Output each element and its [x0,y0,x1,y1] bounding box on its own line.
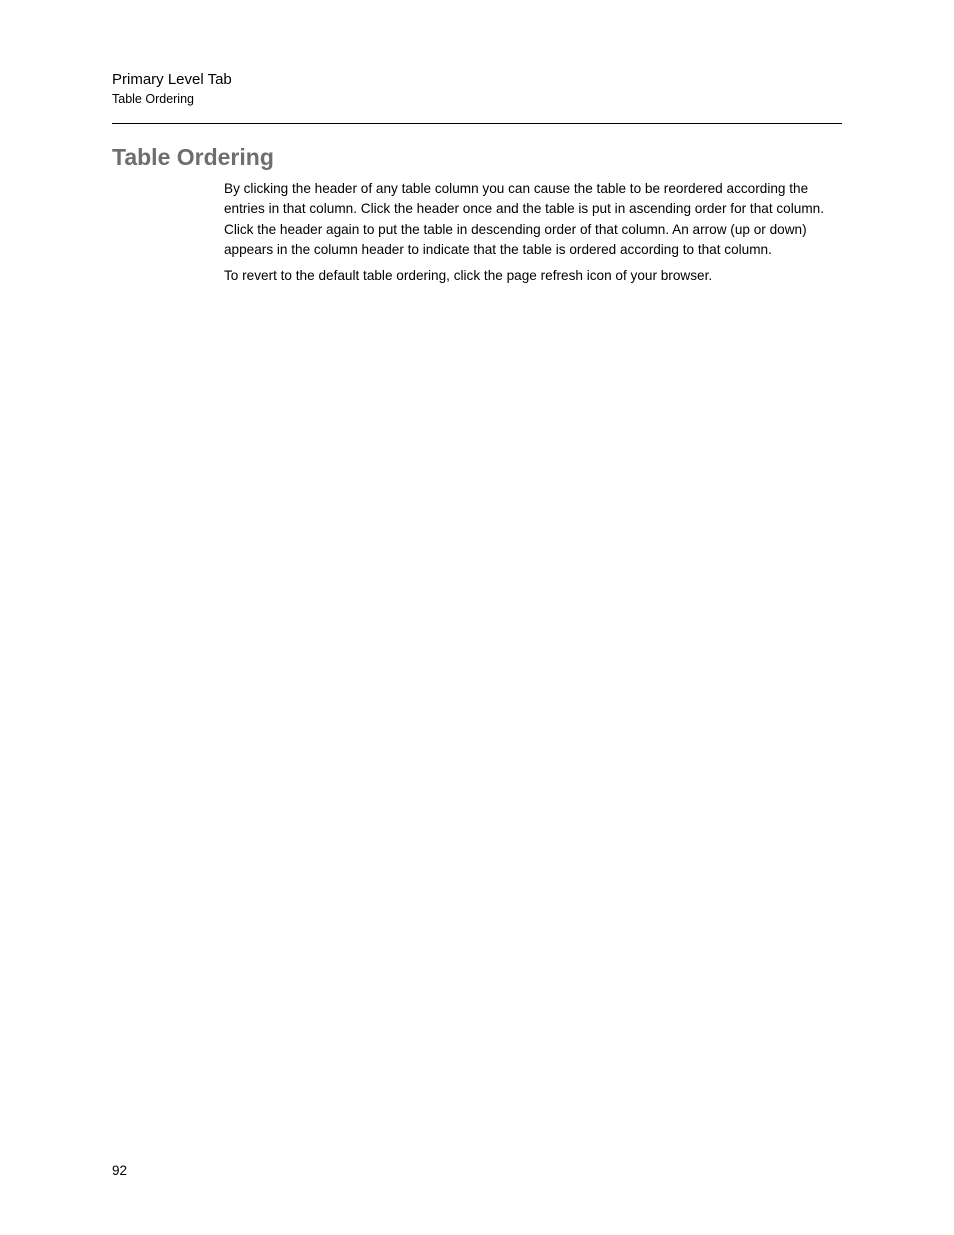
header-chapter-title: Primary Level Tab [112,71,232,88]
running-header [112,70,842,108]
section-title: Table Ordering [112,144,274,170]
header-divider [112,123,842,124]
body-paragraph-2: To revert to the default table ordering, click the page refresh icon of your browser. [224,267,713,283]
page-number: 92 [112,1163,128,1178]
header-section-title: Table Ordering [112,92,194,106]
body-paragraph-1: By clicking the header of any table column you can cause the table to be reordered according the entries in that column. Click the header once and the table is put in ascending order for that column. Click the header again to put the table in descending order of that column. An arrow (up or down) appears in the column header to indicate that the table is ordered according to that column. [224,181,824,258]
section-body [224,179,846,291]
